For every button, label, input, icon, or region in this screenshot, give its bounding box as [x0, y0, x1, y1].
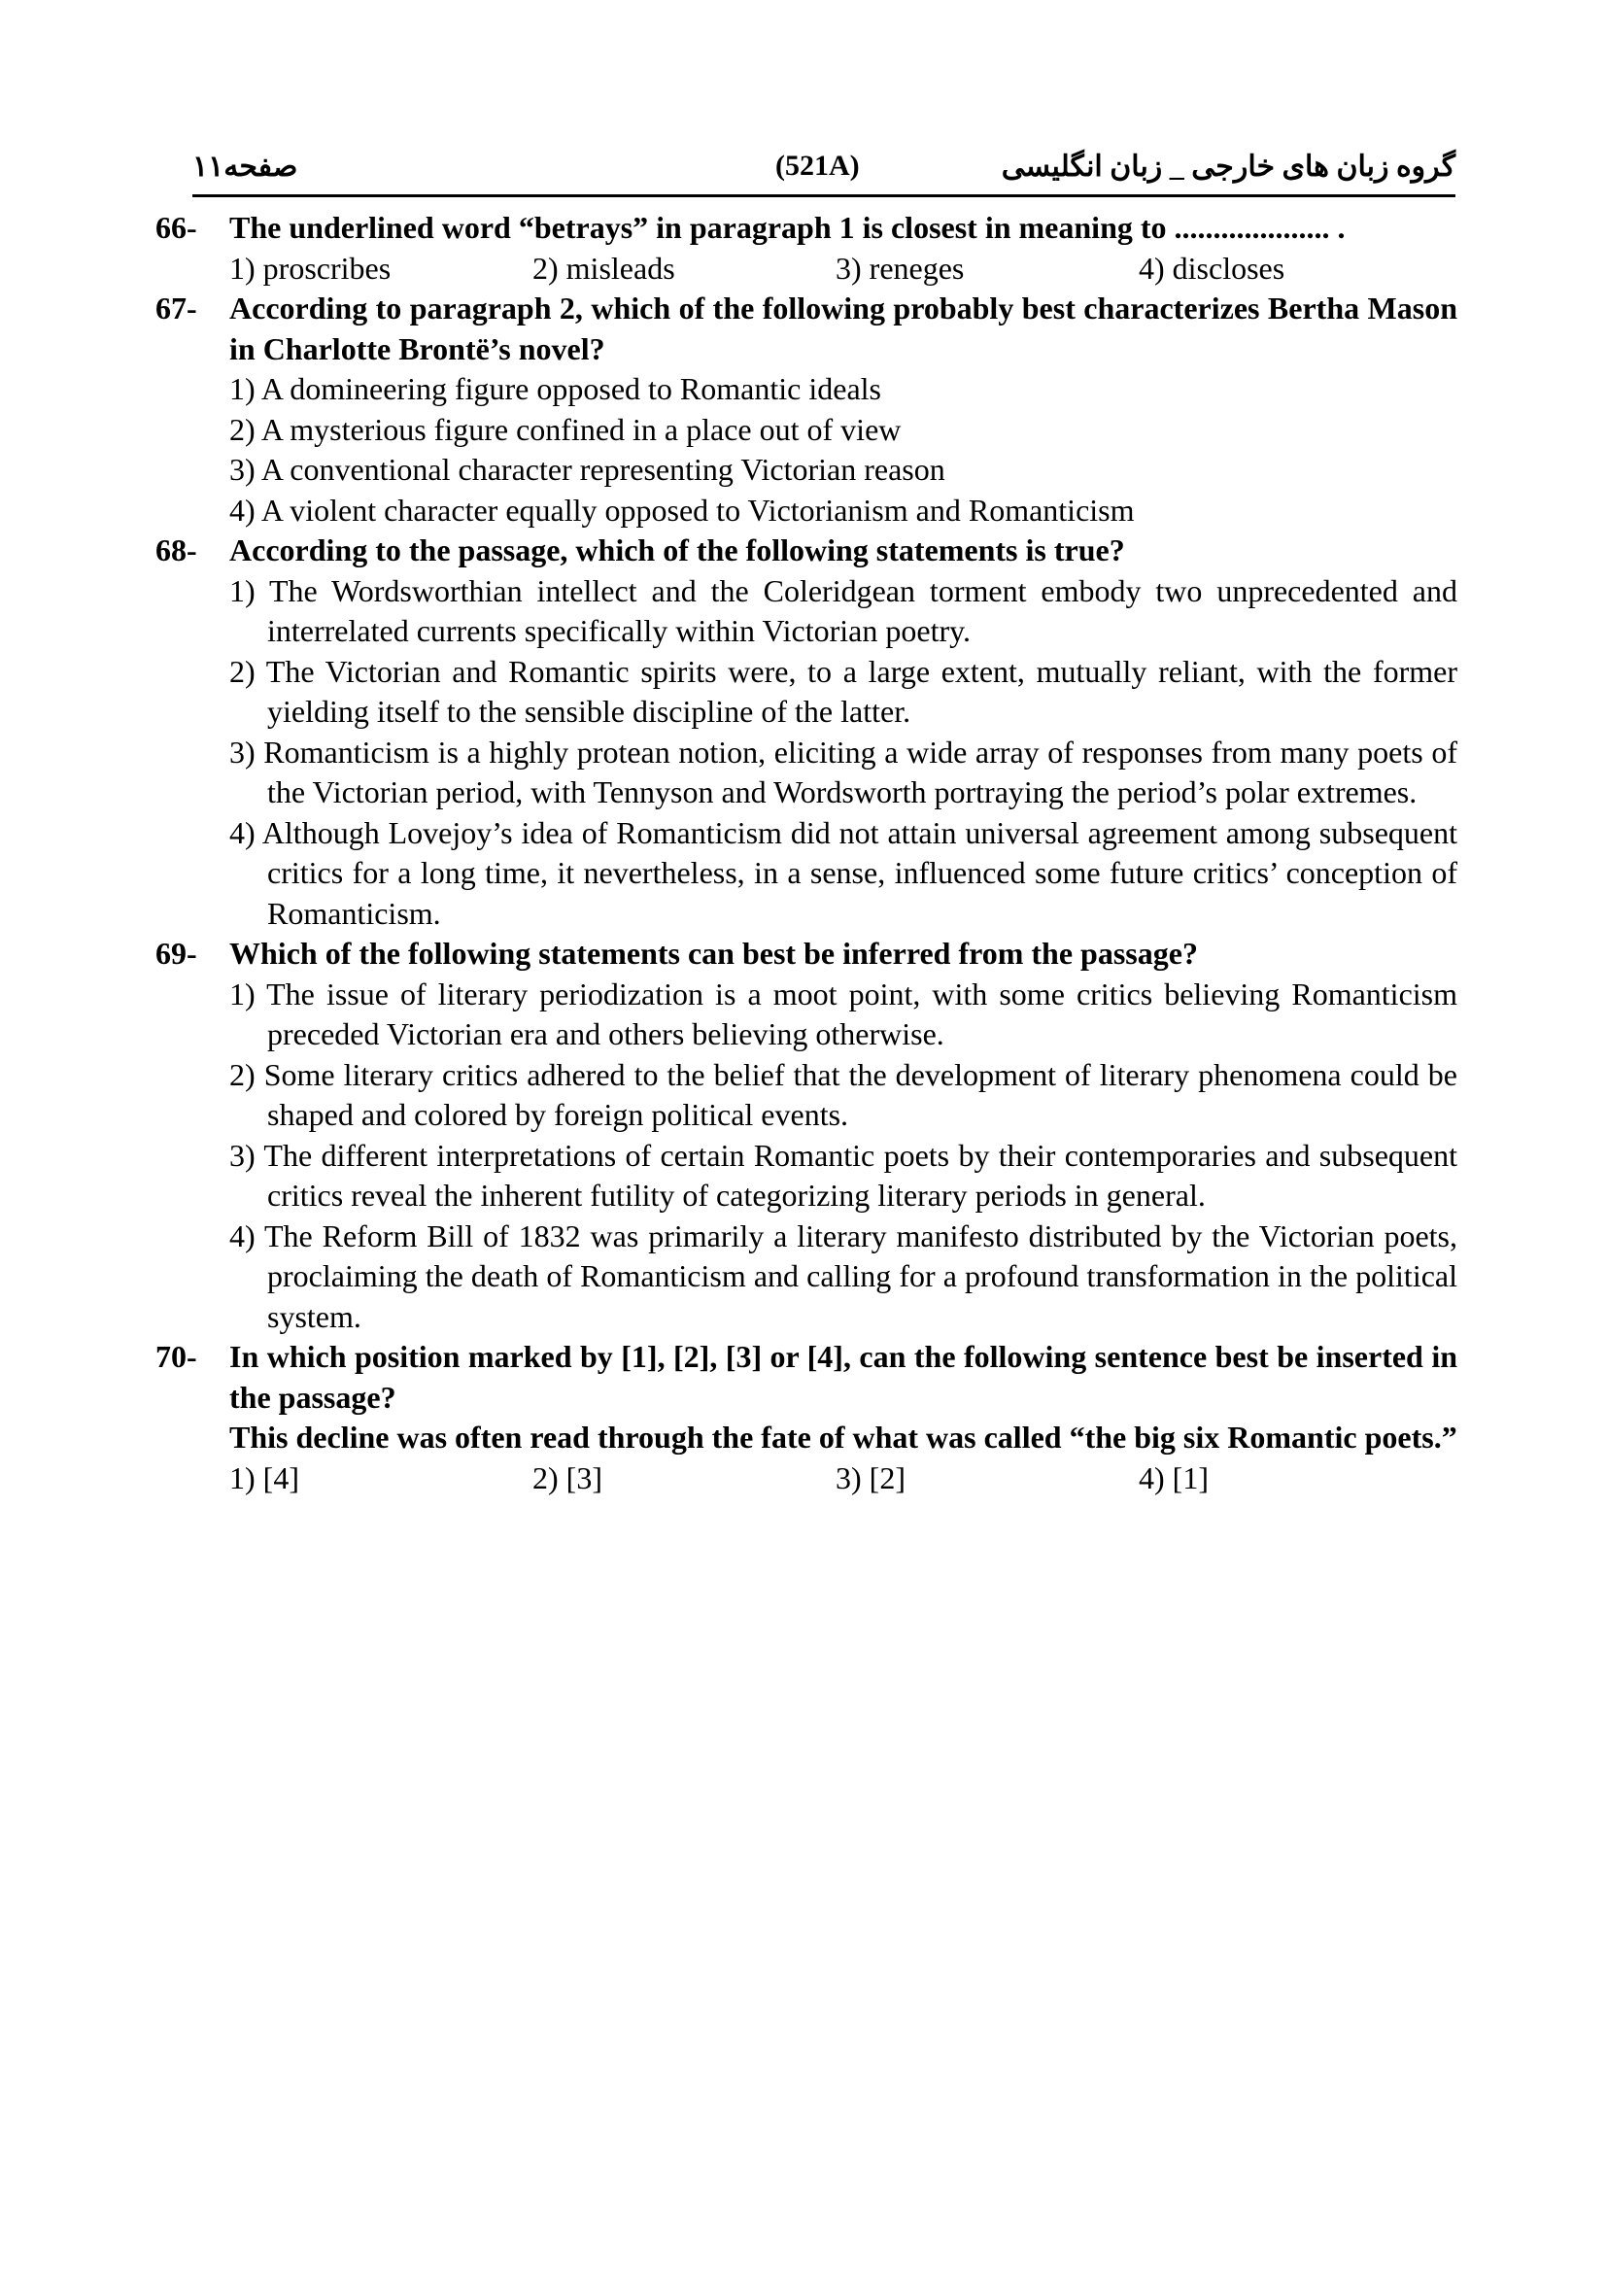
question-number: 67-: [155, 291, 197, 326]
option: 1) [4]: [229, 1459, 299, 1495]
option: 3) The different interpretations of certain Romantic poets by their contemporaries and subsequent critics reveal the inherent futility of categorizing literary periods in general.: [229, 1137, 1457, 1213]
option: 4) The Reform Bill of 1832 was primarily a literary manifesto distributed by the Victorian poets, proclaiming the death of Romanticism and calling for a profound transformation in the political system.: [229, 1217, 1457, 1334]
question-68: [155, 531, 1457, 934]
options-row: [229, 249, 1457, 290]
option: 1) A domineering figure opposed to Romantic ideals: [229, 371, 881, 406]
question-number: 69-: [155, 936, 197, 971]
option: 1) proscribes: [229, 250, 392, 286]
exam-code: (521A): [775, 150, 860, 182]
options-list: [229, 571, 1457, 935]
option: 4) A violent character equally opposed to Victorianism and Romanticism: [229, 492, 1135, 528]
options-list: [229, 369, 1457, 531]
question-list: [155, 208, 1457, 1498]
option: 4) [1]: [1139, 1459, 1209, 1495]
options-row: [229, 1458, 1457, 1499]
question-67: [155, 289, 1457, 531]
question-stem: According to the passage, which of the following statements is true?: [229, 532, 1125, 567]
option: 2) Some literary critics adhered to the belief that the development of literary phenomena could be shaped and colored by foreign political events.: [229, 1056, 1457, 1132]
page-number-label: صفحه۱۱: [192, 151, 298, 183]
option: 2) The Victorian and Romantic spirits were, to a large extent, mutually reliant, with the former yielding itself to the sensible discipline of the latter.: [229, 653, 1457, 729]
question-stem: The underlined word “betrays” in paragraph 1 is closest in meaning to .................... .: [229, 210, 1346, 245]
option: 2) A mysterious figure confined in a place out of view: [229, 411, 902, 447]
question-69: [155, 934, 1457, 1337]
option: 1) The issue of literary periodization is a moot point, with some critics believing Romanticism preceded Victorian era and others believing otherwise.: [229, 976, 1457, 1051]
page-header: [192, 144, 1455, 188]
header-divider: [192, 194, 1455, 197]
question-number: 68-: [155, 532, 197, 567]
option: 2) misleads: [532, 250, 675, 286]
exam-group-title: گروه زبان های خارجی _ زبان انگلیسی: [1001, 151, 1455, 183]
question-70: [155, 1337, 1457, 1498]
option: 3) A conventional character representing Victorian reason: [229, 452, 945, 487]
question-stem: According to paragraph 2, which of the following probably best characterizes Bertha Mason in Charlotte Brontë’s novel?: [229, 291, 1457, 366]
option: 4) discloses: [1139, 250, 1285, 286]
question-66: [155, 208, 1457, 289]
question-number: 70-: [155, 1339, 197, 1374]
option: 3) [2]: [836, 1459, 906, 1495]
option: 3) Romanticism is a highly protean notion, eliciting a wide array of responses from many poets of the Victorian period, with Tennyson and Wordsworth portraying the period’s polar extremes.: [229, 734, 1457, 809]
question-stem: Which of the following statements can best be inferred from the passage?: [229, 936, 1198, 971]
option: 3) reneges: [836, 250, 965, 286]
question-stem: In which position marked by [1], [2], [3] or [4], can the following sentence best be inserted in the passage?: [229, 1339, 1457, 1415]
options-list: [229, 975, 1457, 1338]
question-number: 66-: [155, 210, 197, 245]
option: 4) Although Lovejoy’s idea of Romanticism did not attain universal agreement among subsequent critics for a long time, it nevertheless, in a sense, influenced some future critics’ conception of Romanticism.: [229, 814, 1457, 931]
option: 1) The Wordsworthian intellect and the Coleridgean torment embody two unprecedented and interrelated currents specifically within Victorian poetry.: [229, 572, 1457, 648]
inserted-sentence: This decline was often read through the fate of what was called “the big six Romantic poets.”: [229, 1420, 1457, 1455]
option: 2) [3]: [532, 1459, 602, 1495]
